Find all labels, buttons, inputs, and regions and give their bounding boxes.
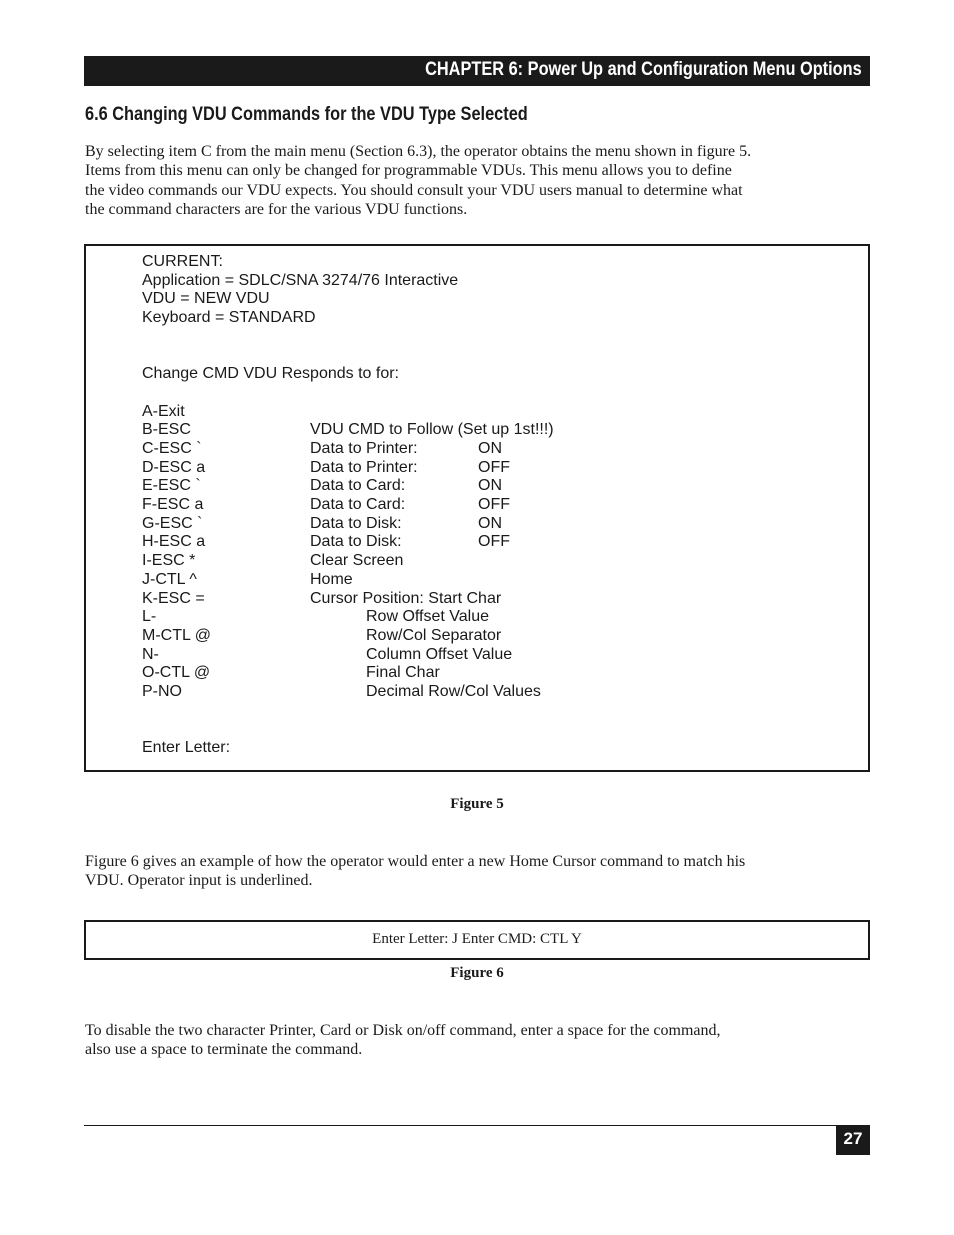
menu-item-state: OFF [478, 459, 510, 476]
current-label: CURRENT: [142, 253, 223, 270]
menu-item [142, 459, 742, 478]
menu-item-desc: Decimal Row/Col Values [366, 683, 541, 700]
menu-item-desc: Cursor Position: Start Char [310, 590, 502, 607]
menu-item-key: I-ESC * [142, 552, 196, 569]
menu-item-desc: Final Char [366, 664, 440, 681]
menu-sub-item [142, 608, 742, 627]
menu-item-desc: Data to Disk: [310, 515, 402, 532]
intro-line: By selecting item C from the main menu (Section 6.3), the operator obtains the menu shown in figure 5. [85, 143, 752, 160]
menu-item-state: OFF [478, 496, 510, 513]
menu-item-key: M-CTL @ [142, 627, 211, 644]
chapter-header-bar [84, 56, 870, 86]
menu-item-state: ON [478, 515, 502, 532]
intro-line: the command characters are for the various VDU functions. [85, 200, 468, 218]
current-application: Application = SDLC/SNA 3274/76 Interactive [142, 272, 459, 289]
menu-item [142, 440, 742, 459]
middle-paragraph [85, 852, 745, 891]
menu-item-key: D-ESC a [142, 459, 206, 476]
menu-sub-item [142, 664, 742, 683]
figure-6-caption: Figure 6 [450, 965, 504, 981]
menu-item [142, 496, 742, 515]
closing-paragraph [85, 1021, 721, 1060]
enter-letter-prompt: Enter Letter: [142, 739, 231, 756]
menu-item-key: P-NO [142, 683, 182, 700]
menu-item [142, 571, 742, 590]
menu-item-desc: Row/Col Separator [366, 627, 502, 644]
closing-line: also use a space to terminate the command. [85, 1041, 363, 1059]
menu-item-desc: Column Offset Value [366, 646, 513, 663]
figure-5-caption: Figure 5 [450, 796, 504, 812]
figure-6-text: Enter Letter: J Enter CMD: CTL Y [372, 931, 582, 947]
footer-rule [84, 1125, 870, 1126]
menu-item-key: G-ESC ` [142, 515, 203, 532]
menu-item [142, 533, 742, 552]
section-heading: 6.6 Changing VDU Commands for the VDU Type Selected [85, 104, 528, 125]
menu-item-key: O-CTL @ [142, 664, 211, 681]
menu-item-desc: Data to Printer: [310, 459, 418, 476]
menu-item-desc: Clear Screen [310, 552, 404, 569]
intro-paragraph [85, 142, 751, 219]
current-keyboard: Keyboard = STANDARD [142, 309, 316, 326]
menu-item-key: J-CTL ^ [142, 571, 197, 588]
closing-line: To disable the two character Printer, Card or Disk on/off command, enter a space for the command, [85, 1022, 721, 1039]
menu-item-key: L- [142, 608, 157, 625]
menu-item-state: ON [478, 440, 502, 457]
menu-item [142, 515, 742, 534]
menu-sub-item [142, 683, 742, 702]
menu-item [142, 421, 742, 440]
menu-prompt: Change CMD VDU Responds to for: [142, 365, 399, 382]
middle-line: Figure 6 gives an example of how the operator would enter a new Home Cursor command to match his [85, 853, 746, 870]
menu-item-desc: Data to Printer: [310, 440, 418, 457]
menu-item [142, 590, 742, 609]
menu-item-state: ON [478, 477, 502, 494]
menu-item [142, 477, 742, 496]
middle-line: VDU. Operator input is underlined. [85, 872, 313, 890]
menu-item-key: E-ESC ` [142, 477, 201, 494]
menu-item-desc: Row Offset Value [366, 608, 490, 625]
menu-item-key: A-Exit [142, 403, 185, 420]
menu-item [142, 403, 742, 422]
menu-item-desc: Data to Card: [310, 477, 406, 494]
current-vdu: VDU = NEW VDU [142, 290, 270, 307]
intro-line: Items from this menu can only be changed for programmable VDUs. This menu allows you to define [85, 162, 732, 180]
chapter-title: CHAPTER 6: Power Up and Configuration Menu Options [425, 59, 862, 80]
menu-item-desc: Home [310, 571, 353, 588]
menu-item-key: B-ESC [142, 421, 191, 438]
figure-6-box [84, 920, 870, 960]
menu-item-key: H-ESC a [142, 533, 206, 550]
menu-item-desc: Data to Card: [310, 496, 406, 513]
menu-item [142, 552, 742, 571]
intro-line: the video commands our VDU expects. You should consult your VDU users manual to determine what [85, 181, 743, 199]
menu-item-state: OFF [478, 533, 510, 550]
page-number: 27 [836, 1125, 870, 1155]
menu-item-desc: VDU CMD to Follow (Set up 1st!!!) [310, 421, 554, 438]
menu-item-desc: Data to Disk: [310, 533, 402, 550]
menu-item-key: N- [142, 646, 159, 663]
menu-sub-item [142, 627, 742, 646]
menu-item-key: K-ESC = [142, 590, 205, 607]
menu-item-key: C-ESC ` [142, 440, 202, 457]
menu-sub-item [142, 646, 742, 665]
menu-item-key: F-ESC a [142, 496, 204, 513]
